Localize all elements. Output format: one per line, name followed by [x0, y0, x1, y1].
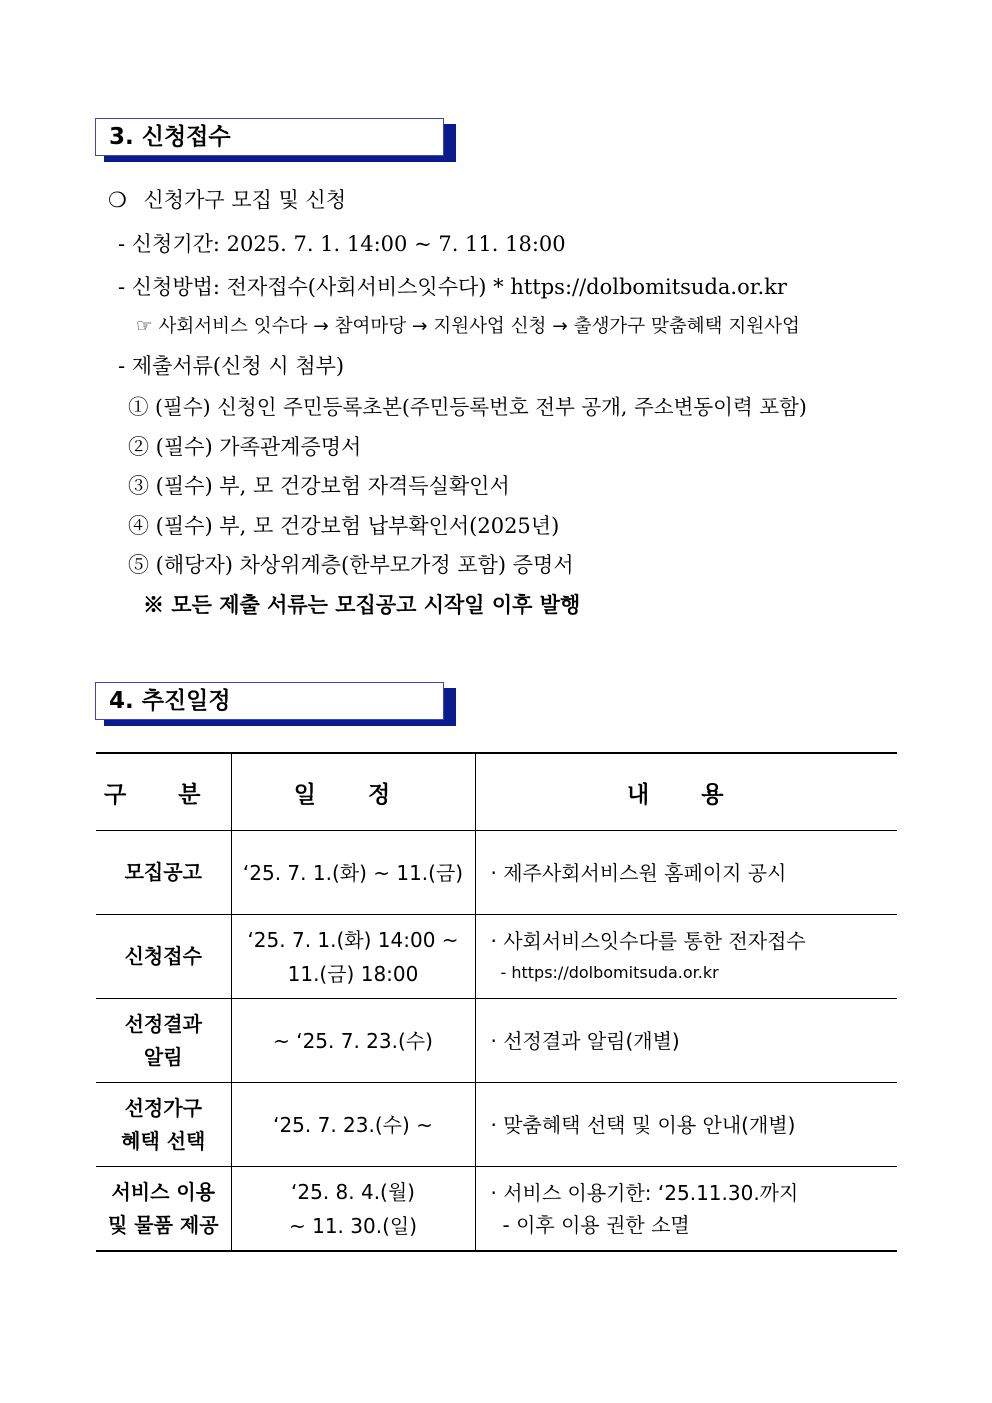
table-header-row	[96, 753, 897, 831]
document-item: ⑤ (해당자) 차상위계층(한부모가정 포함) 증명서	[128, 553, 574, 577]
row-date: ‘25. 7. 23.(수) ~	[231, 1083, 475, 1167]
documents-title: - 제출서류(신청 시 첨부)	[118, 354, 345, 378]
document-item: ① (필수) 신청인 주민등록초본(주민등록번호 전부 공개, 주소변동이력 포함)	[128, 395, 807, 419]
document-item: ④ (필수) 부, 모 건강보험 납부확인서(2025년)	[128, 514, 560, 538]
section-3-title: 3. 신청접수	[95, 118, 444, 156]
row-content: · 서비스 이용기한: ‘25.11.30.까지 - 이후 이용 권한 소멸	[475, 1167, 897, 1252]
application-method: - 신청방법: 전자접수(사회서비스잇수다) * https://dolbomitsuda.or.kr	[118, 275, 787, 299]
table-row	[96, 1083, 897, 1167]
document-item: ② (필수) 가족관계증명서	[128, 435, 362, 459]
bullet-text: 신청가구 모집 및 신청	[143, 188, 347, 212]
header-content: 내 용	[475, 753, 897, 831]
row-date: ‘25. 8. 4.(월) ~ 11. 30.(일)	[231, 1167, 475, 1252]
table-row	[96, 1167, 897, 1252]
table-row	[96, 915, 897, 999]
document-item: ③ (필수) 부, 모 건강보험 자격득실확인서	[128, 474, 510, 498]
row-date: ~ ‘25. 7. 23.(수)	[231, 999, 475, 1083]
row-content: · 사회서비스잇수다를 통한 전자접수 - https://dolbomitsuda.or.kr	[475, 915, 897, 999]
section-4-heading	[95, 682, 445, 722]
header-category: 구 분	[96, 753, 231, 831]
application-path: ☞ 사회서비스 잇수다 → 참여마당 → 지원사업 신청 → 출생가구 맞춤혜택 지원사업	[136, 316, 800, 337]
row-category: 서비스 이용 및 물품 제공	[96, 1167, 231, 1252]
header-schedule: 일 정	[231, 753, 475, 831]
circle-bullet-icon: ❍	[108, 188, 127, 212]
section-3-heading	[95, 118, 445, 158]
row-content: · 선정결과 알림(개별)	[475, 999, 897, 1083]
row-date: ‘25. 7. 1.(화) ~ 11.(금)	[231, 831, 475, 915]
schedule-table	[96, 752, 897, 1252]
application-bullet	[108, 186, 346, 214]
row-category: 선정가구 혜택 선택	[96, 1083, 231, 1167]
row-content: · 맞춤혜택 선택 및 이용 안내(개별)	[475, 1083, 897, 1167]
url-text: - https://dolbomitsuda.or.kr	[500, 962, 719, 982]
section-4-title: 4. 추진일정	[95, 682, 444, 720]
table-row	[96, 999, 897, 1083]
row-content: · 제주사회서비스원 홈페이지 공시	[475, 831, 897, 915]
row-category: 모집공고	[96, 831, 231, 915]
application-period: - 신청기간: 2025. 7. 1. 14:00 ~ 7. 11. 18:00	[118, 232, 566, 256]
row-category: 선정결과 알림	[96, 999, 231, 1083]
row-category: 신청접수	[96, 915, 231, 999]
issuance-note: ※ 모든 제출 서류는 모집공고 시작일 이후 발행	[143, 592, 581, 617]
table-row	[96, 831, 897, 915]
row-date: ‘25. 7. 1.(화) 14:00 ~ 11.(금) 18:00	[231, 915, 475, 999]
